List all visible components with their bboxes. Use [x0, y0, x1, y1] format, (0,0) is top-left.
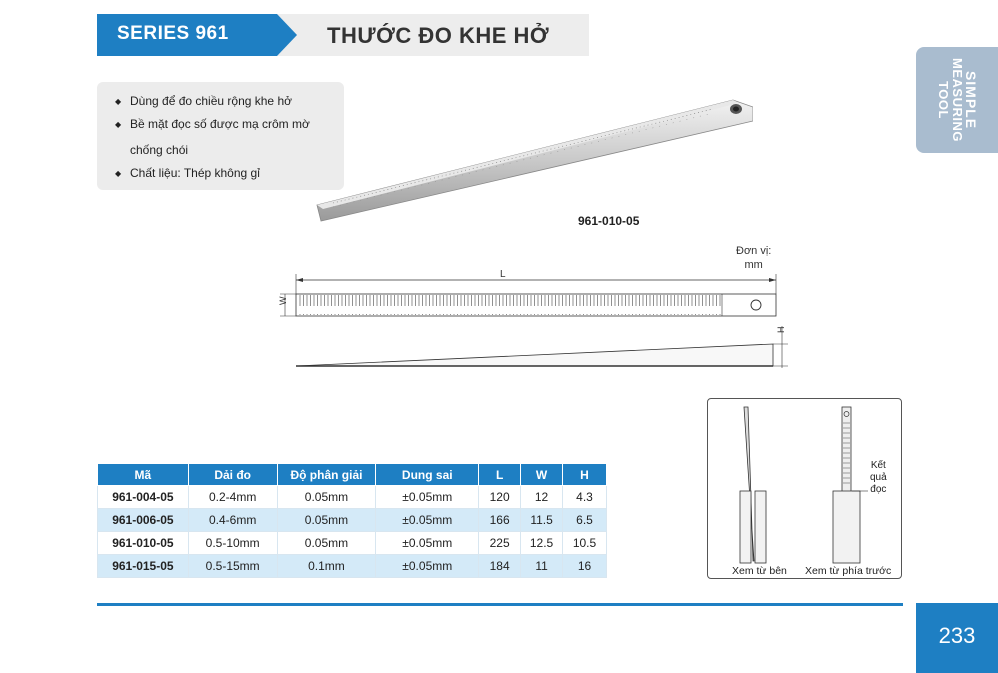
table-row — [98, 532, 607, 555]
result-label-line3: đọc — [870, 484, 887, 495]
cell-L: 225 — [479, 532, 521, 555]
spec-table — [97, 463, 607, 578]
cell-H: 6.5 — [563, 509, 607, 532]
dim-L-label: L — [500, 269, 506, 280]
page-number-box — [916, 603, 998, 673]
product-photo — [303, 95, 753, 225]
side-view-label: Xem từ bên — [732, 565, 787, 577]
category-side-tab — [916, 47, 998, 153]
series-label: SERIES 961 — [117, 23, 229, 44]
col-header-range: Dải đo — [188, 464, 277, 486]
usage-diagram — [707, 398, 902, 579]
cell-W: 11 — [521, 555, 563, 578]
bullet-icon: ◆ — [115, 120, 122, 129]
table-row — [98, 555, 607, 578]
unit-label-line1: Đơn vị: — [736, 245, 772, 257]
col-header-H: H — [563, 464, 607, 486]
result-label-line1: Kết — [870, 460, 886, 471]
bullet-icon: ◆ — [115, 169, 122, 178]
side-tab-line1: SIMPLE — [963, 70, 979, 130]
cell-code: 961-004-05 — [98, 486, 189, 509]
feature-item: Dùng để đo chiều rộng khe hở — [130, 94, 292, 108]
product-photo-code: 961-010-05 — [578, 214, 640, 228]
cell-H: 4.3 — [563, 486, 607, 509]
dimension-drawing — [268, 260, 798, 372]
dim-W-label: W — [278, 296, 288, 305]
cell-code: 961-010-05 — [98, 532, 189, 555]
table-row — [98, 509, 607, 532]
cell-tolerance: ±0.05mm — [376, 509, 479, 532]
cell-resolution: 0.05mm — [277, 532, 376, 555]
feature-item-continued: chống chói — [130, 143, 189, 157]
cell-range: 0.5-15mm — [188, 555, 277, 578]
cell-W: 12.5 — [521, 532, 563, 555]
dim-H-label: H — [776, 326, 786, 333]
cell-W: 12 — [521, 486, 563, 509]
cell-code: 961-006-05 — [98, 509, 189, 532]
cell-tolerance: ±0.05mm — [376, 532, 479, 555]
cell-range: 0.4-6mm — [188, 509, 277, 532]
col-header-L: L — [479, 464, 521, 486]
cell-W: 11.5 — [521, 509, 563, 532]
cell-resolution: 0.05mm — [277, 509, 376, 532]
col-header-tolerance: Dung sai — [376, 464, 479, 486]
feature-item: Bề mặt đọc số được mạ crôm mờ — [130, 117, 310, 131]
cell-resolution: 0.05mm — [277, 486, 376, 509]
result-label-line2: quả — [870, 472, 887, 483]
cell-H: 10.5 — [563, 532, 607, 555]
unit-label-line2: mm — [744, 259, 763, 271]
series-badge — [97, 14, 297, 56]
cell-range: 0.5-10mm — [188, 532, 277, 555]
cell-L: 166 — [479, 509, 521, 532]
cell-L: 184 — [479, 555, 521, 578]
page-title: THƯỚC ĐO KHE HỞ — [327, 23, 550, 48]
bullet-icon: ◆ — [115, 97, 122, 106]
result-reading-label — [870, 460, 887, 496]
table-header-row — [98, 464, 607, 486]
cell-L: 120 — [479, 486, 521, 509]
front-view-label: Xem từ phía trước — [805, 565, 892, 577]
feature-item: Chất liệu: Thép không gỉ — [130, 166, 260, 180]
col-header-code: Mã — [98, 464, 189, 486]
cell-H: 16 — [563, 555, 607, 578]
side-tab-line2: MEASURING TOOL — [936, 58, 965, 142]
col-header-W: W — [521, 464, 563, 486]
cell-resolution: 0.1mm — [277, 555, 376, 578]
cell-code: 961-015-05 — [98, 555, 189, 578]
cell-tolerance: ±0.05mm — [376, 486, 479, 509]
footer-divider — [97, 603, 903, 606]
table-row — [98, 486, 607, 509]
cell-tolerance: ±0.05mm — [376, 555, 479, 578]
page-number: 233 — [938, 623, 976, 648]
cell-range: 0.2-4mm — [188, 486, 277, 509]
col-header-resolution: Độ phân giải — [277, 464, 376, 486]
